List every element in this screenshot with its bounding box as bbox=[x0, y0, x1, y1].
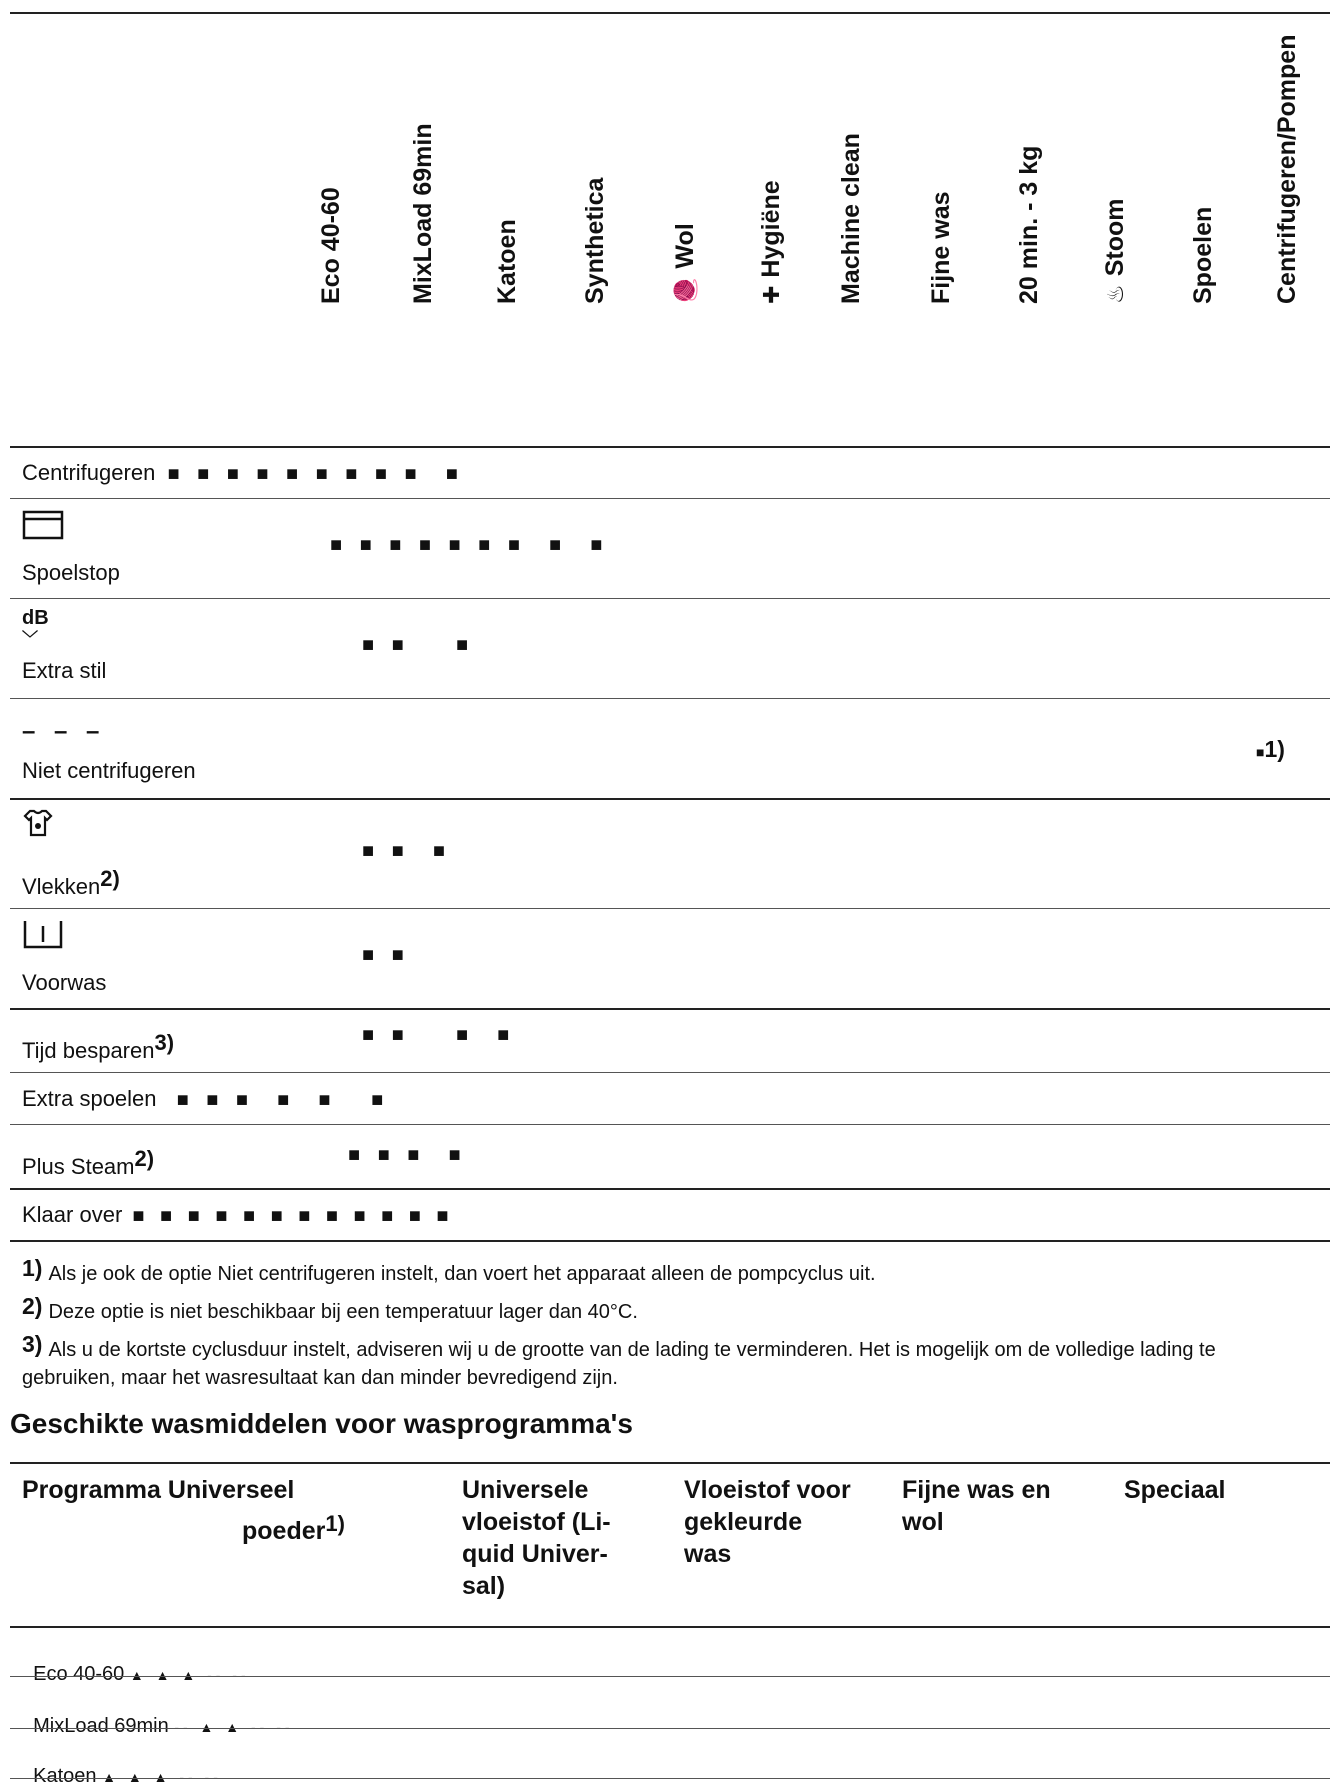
table2-header-rule bbox=[10, 1626, 1330, 1628]
col-header-wol bbox=[670, 223, 700, 304]
row-plus-steam bbox=[22, 1146, 154, 1180]
row-marks: ■ ■ ■ ■ ■ ■ bbox=[176, 1089, 390, 1111]
col-header-machine-clean: Machine clean bbox=[837, 133, 865, 304]
row-values: -- ▲ ▲ -- -- bbox=[174, 1719, 294, 1735]
col-header-mixload: MixLoad 69min bbox=[409, 123, 437, 304]
col-header-eco: Eco 40-60 bbox=[317, 187, 345, 304]
row-divider bbox=[10, 1008, 1330, 1010]
mark-note: 1) bbox=[1264, 736, 1285, 762]
db-quiet-icon: dB ﹀ bbox=[22, 607, 49, 648]
footnote-ref: 2) bbox=[100, 866, 120, 891]
table2-top-rule bbox=[10, 1462, 1330, 1464]
row-label: Extra spoelen bbox=[22, 1086, 157, 1111]
row-divider bbox=[10, 1124, 1330, 1125]
header-universele-vloeistof bbox=[462, 1474, 611, 1602]
footnote-text: Deze optie is niet beschikbaar bij een temperatuur lager dan 40°C. bbox=[48, 1301, 638, 1323]
col-header-fijne-was: Fijne was bbox=[927, 191, 955, 304]
table-row bbox=[22, 1640, 250, 1686]
row-values: ▲ ▲ ▲ -- -- bbox=[129, 1667, 250, 1683]
header-poeder bbox=[242, 1508, 345, 1547]
row-label: MixLoad 69min bbox=[33, 1715, 169, 1737]
row-marks: ■ ■ ■ ■ ■ ■ ■ ■ ■ ■ ■ ■ bbox=[132, 1205, 454, 1227]
row-label: Plus Steam bbox=[22, 1154, 135, 1179]
header-line: gekleurde bbox=[684, 1508, 803, 1536]
row-divider bbox=[10, 1676, 1330, 1677]
row-vlekken bbox=[22, 866, 120, 900]
row-divider bbox=[10, 1728, 1330, 1729]
header-line: was bbox=[684, 1540, 732, 1568]
row-klaar-over bbox=[22, 1202, 454, 1229]
prewash-tub-icon bbox=[22, 918, 64, 957]
row-divider bbox=[10, 1778, 1330, 1779]
header-line: Universele bbox=[462, 1476, 589, 1504]
footnote-ref: 2) bbox=[134, 1146, 155, 1171]
footnote-number: 1) bbox=[22, 1255, 43, 1281]
col-header-hygiene bbox=[756, 180, 786, 304]
row-label-voorwas: Voorwas bbox=[22, 970, 107, 995]
row-divider bbox=[10, 798, 1330, 800]
header-line: sal) bbox=[462, 1572, 506, 1600]
row-tijd-besparen bbox=[22, 1030, 174, 1064]
footnote-3 bbox=[22, 1330, 1312, 1392]
col-header-katoen: Katoen bbox=[493, 219, 521, 304]
col-header-spoelen: Spoelen bbox=[1189, 206, 1217, 304]
row-label: Klaar over bbox=[22, 1202, 123, 1227]
footnote-ref: 1) bbox=[325, 1511, 345, 1536]
row-centrifugeren bbox=[22, 460, 464, 487]
header-line: wol bbox=[902, 1508, 944, 1536]
row-label: Eco 40-60 bbox=[33, 1663, 125, 1685]
col-header-stoom bbox=[1100, 198, 1130, 304]
header-programma-label: Programma bbox=[22, 1476, 161, 1504]
footnote-1 bbox=[22, 1254, 1312, 1288]
row-divider bbox=[10, 1188, 1330, 1190]
row-marks: ■ ■ ■ ■ ■ ■ ■ ■ ■ ■ bbox=[167, 463, 464, 485]
row-marks-niet-centrifugeren bbox=[1256, 736, 1285, 763]
header-line: quid Univer- bbox=[462, 1540, 608, 1568]
steam-icon: ♨ bbox=[1103, 284, 1128, 304]
wool-yarn-icon: 🧶 bbox=[673, 276, 698, 304]
footnote-2 bbox=[22, 1292, 1312, 1326]
header-universeel-label: Universeel bbox=[167, 1476, 295, 1504]
row-label-extra-stil: Extra stil bbox=[22, 658, 107, 683]
mark: ■ bbox=[1256, 744, 1265, 760]
table-bottom-rule bbox=[10, 1240, 1330, 1242]
footnote-text: Als u de kortste cyclusduur instelt, adviseren wij u de grootte van de lading te verminderen. Het is mogelijk om de volledige lading te gebruiken, maar het wasresultaat kan dan minder bevredigend zijn. bbox=[22, 1339, 1216, 1389]
row-label-spoelstop: Spoelstop bbox=[22, 560, 120, 585]
table-row bbox=[22, 1692, 294, 1738]
header-bottom-rule bbox=[10, 446, 1330, 448]
row-values: ▲ ▲ ▲ -- -- bbox=[102, 1769, 222, 1785]
stain-shirt-icon bbox=[22, 808, 54, 845]
table-top-rule bbox=[10, 12, 1330, 14]
rinse-hold-icon bbox=[22, 510, 64, 547]
footnote-text: Als je ook de optie Niet centrifugeren instelt, dan voert het apparaat alleen de pompcyclus uit. bbox=[48, 1263, 876, 1285]
row-marks-plus-steam: ■ ■ ■ ■ bbox=[348, 1144, 467, 1166]
col-header-centrifugeren-pompen: Centrifugeren/Pompen bbox=[1273, 34, 1301, 304]
table-row bbox=[22, 1742, 222, 1788]
row-marks-extra-stil: ■ ■ ■ bbox=[362, 634, 475, 656]
row-marks-voorwas: ■ ■ bbox=[362, 944, 410, 966]
row-extra-spoelen bbox=[22, 1086, 389, 1113]
row-divider bbox=[10, 698, 1330, 699]
row-label-niet-centrifugeren: Niet centrifugeren bbox=[22, 758, 196, 783]
row-label: Centrifugeren bbox=[22, 460, 156, 485]
row-divider bbox=[10, 598, 1330, 599]
header-poeder-label: poeder bbox=[242, 1517, 326, 1545]
row-divider bbox=[10, 1072, 1330, 1073]
header-speciaal: Speciaal bbox=[1124, 1476, 1226, 1504]
row-label: Katoen bbox=[33, 1765, 97, 1787]
footnote-number: 3) bbox=[22, 1331, 43, 1357]
col-header-stoom-label: Stoom bbox=[1101, 198, 1129, 277]
header-line: vloeistof (Li- bbox=[462, 1508, 611, 1536]
col-header-hygiene-label: Hygiëne bbox=[757, 180, 785, 278]
footnote-ref: 3) bbox=[154, 1030, 175, 1055]
col-header-synthetica: Synthetica bbox=[581, 177, 609, 304]
header-vloeistof-gekleurd bbox=[684, 1474, 851, 1570]
col-header-wol-label: Wol bbox=[671, 223, 699, 269]
row-marks-vlekken: ■ ■ ■ bbox=[362, 840, 451, 862]
row-marks-tijd-besparen: ■ ■ ■ ■ bbox=[362, 1024, 516, 1046]
row-divider bbox=[10, 908, 1330, 909]
row-label: Vlekken bbox=[22, 874, 101, 899]
section-title: Geschikte wasmiddelen voor wasprogramma's bbox=[10, 1408, 633, 1439]
footnote-number: 2) bbox=[22, 1293, 43, 1319]
row-divider bbox=[10, 498, 1330, 499]
header-line: Vloeistof voor bbox=[684, 1476, 851, 1504]
no-spin-dashes-icon: – – – bbox=[22, 718, 106, 745]
hygiene-cross-icon: ✚ bbox=[759, 285, 784, 304]
row-label: Tijd besparen bbox=[22, 1038, 155, 1063]
header-line: Fijne was en bbox=[902, 1476, 1051, 1504]
header-programma bbox=[22, 1474, 294, 1506]
row-marks-spoelstop: ■ ■ ■ ■ ■ ■ ■ ■ ■ bbox=[330, 534, 609, 556]
header-fijne-was bbox=[902, 1474, 1051, 1538]
col-header-20min: 20 min. - 3 kg bbox=[1015, 145, 1043, 304]
